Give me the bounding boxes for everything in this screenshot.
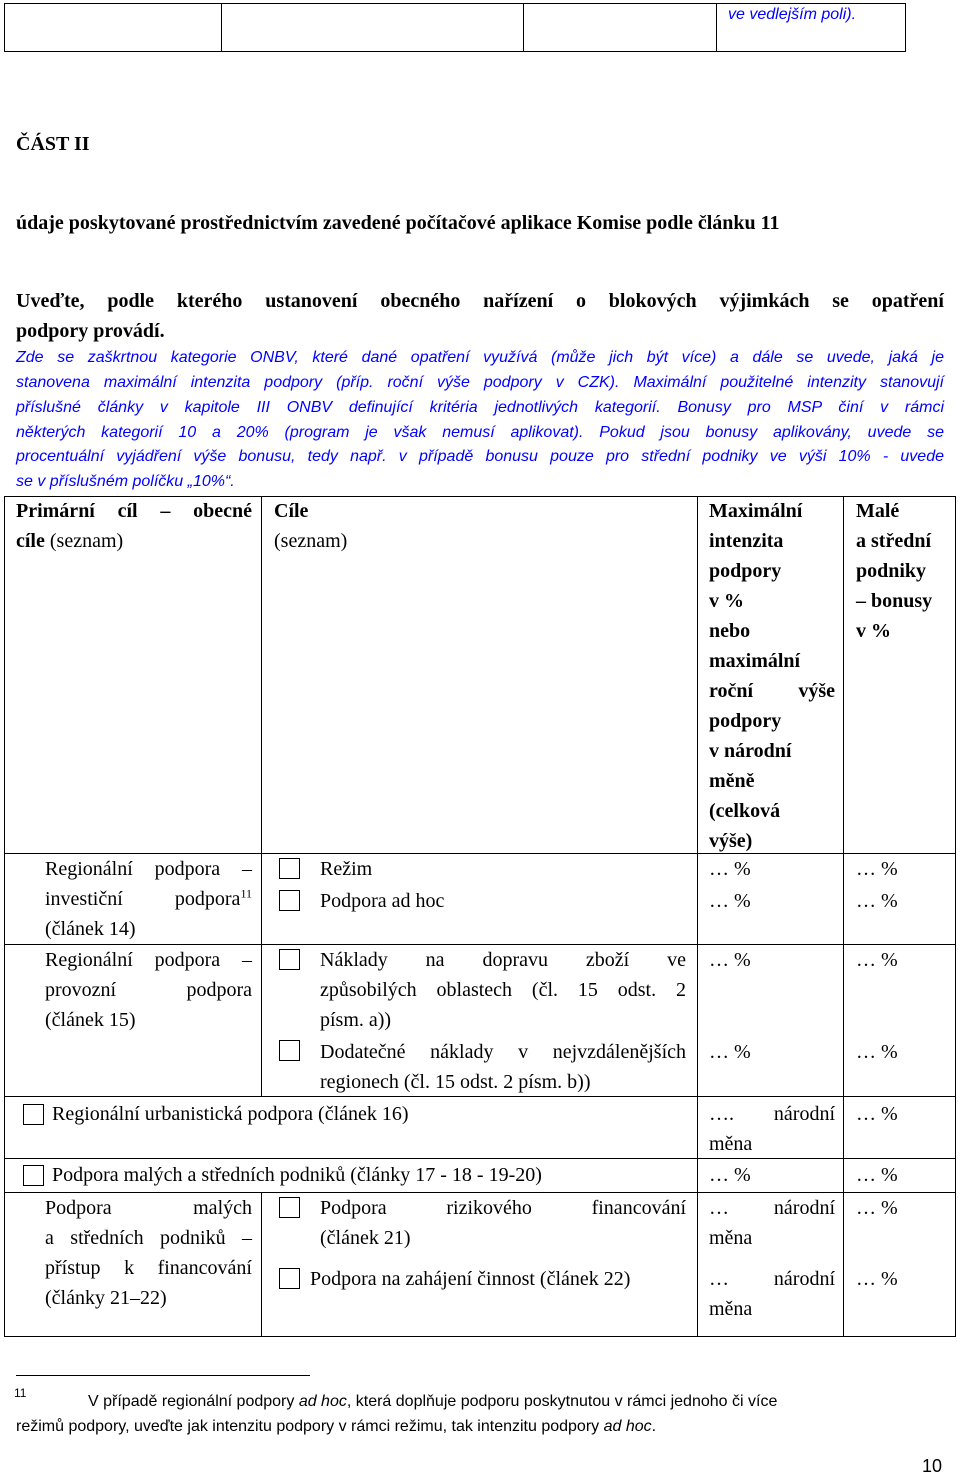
table-border xyxy=(4,1336,956,1337)
table-divider xyxy=(697,496,698,1337)
checkbox-ad-hoc[interactable] xyxy=(279,890,300,911)
header-max-intensity: Maximální intenzita podpory v % nebo maximální roční výše podpory v národní měně (celková výše) xyxy=(709,500,835,852)
start-up-label: Podpora na zahájení činnost (článek 22) xyxy=(310,1268,631,1290)
urban-aid-bonus: … % xyxy=(856,1103,898,1125)
checkbox-start-up[interactable] xyxy=(279,1268,300,1289)
table-divider xyxy=(261,496,262,1096)
risk-finance-max: … národní měna xyxy=(709,1197,835,1249)
footnote-ref: 11 xyxy=(240,886,252,901)
header-goals: Cíle xyxy=(274,500,309,522)
outermost-costs-bonus: … % xyxy=(856,1041,898,1063)
top-table-border-top xyxy=(4,3,906,4)
checkbox-transport-costs[interactable] xyxy=(279,949,300,970)
checkbox-risk-finance[interactable] xyxy=(279,1197,300,1218)
sme-support-label: Podpora malých a středních podniků (články 17 - 18 - 19-20) xyxy=(52,1164,542,1186)
header-sme-bonus: Malé a střední podniky – bonusy v % xyxy=(856,500,933,642)
regional-operating-label: Regionální podpora – provozní podpora (článek 15) xyxy=(45,949,252,1031)
checkbox-rezim[interactable] xyxy=(279,858,300,879)
footnote-separator xyxy=(16,1375,310,1376)
footnote-line-1: V případě regionální podpory ad hoc, která doplňuje podporu poskytnutou v rámci jednoho či více xyxy=(88,1393,778,1410)
section-subtitle: údaje poskytované prostřednictvím zavedené počítačové aplikace Komise podle článku 11 xyxy=(16,212,780,234)
header-primary-goal: Primární cíl – obecné xyxy=(16,500,252,522)
instruction-line: příslušné články v kapitole III ONBV definující kritéria jednotlivých kategorií. Bonusy pro MSP činí v rámci xyxy=(16,399,944,416)
top-table-divider xyxy=(4,3,5,52)
instruction-line: Zde se zaškrtnou kategorie ONBV, které dané opatření využívá (může jich být více) a dále se uvede, jaká je xyxy=(16,349,944,366)
question-line-2: podpory provádí. xyxy=(16,320,165,342)
section-title: ČÁST II xyxy=(16,133,90,155)
top-table-divider xyxy=(905,3,906,52)
instruction-line: stanovena maximální intenzita podpory (příp. roční výše podpory v CZK). Maximální použitelné intenzity stanovují xyxy=(16,374,944,391)
header-primary-goal-2: cíle (seznam) xyxy=(16,530,124,552)
checkbox-urban-aid[interactable] xyxy=(23,1104,44,1125)
table-divider xyxy=(261,1192,262,1337)
header-goals-list: (seznam) xyxy=(274,530,348,552)
top-table-cell-text: ve vedlejším poli). xyxy=(728,6,857,23)
top-table-border-bottom xyxy=(4,51,906,52)
top-table-divider xyxy=(221,3,222,52)
transport-costs-bonus: … % xyxy=(856,949,898,971)
instruction-line: některých kategorií 10 a 20% (program je však nemusí aplikovat). Pokud jsou bonusy aplikovány, uvede se xyxy=(16,424,944,441)
outermost-costs-label: Dodatečné náklady v nejvzdálenějších regionech (čl. 15 odst. 2 písm. b)) xyxy=(320,1041,686,1093)
question-line-1: Uveďte, podle kterého ustanovení obecného nařízení o blokových výjimkách se opatření xyxy=(16,290,944,312)
start-up-max: … národní měna xyxy=(709,1268,835,1320)
rezim-bonus: … % xyxy=(856,858,898,880)
ad-hoc-bonus: … % xyxy=(856,890,898,912)
risk-finance-bonus: … % xyxy=(856,1197,898,1219)
urban-aid-label: Regionální urbanistická podpora (článek 16) xyxy=(52,1103,409,1125)
outermost-costs-max: … % xyxy=(709,1041,751,1063)
instruction-line: procentuální vyjádření výše bonusu, tedy např. v případě bonusu pouze pro střední podniky ve výši 10% - uvede xyxy=(16,448,944,465)
urban-aid-max: …. národní měna xyxy=(709,1103,835,1155)
start-up-bonus: … % xyxy=(856,1268,898,1290)
top-table-divider xyxy=(716,3,717,52)
risk-finance-label: Podpora rizikového financování (článek 21) xyxy=(320,1197,686,1249)
sme-support-max: … % xyxy=(709,1164,751,1186)
regional-investment-label: Regionální podpora – investiční podpora$^{11}$ (článek 14) xyxy=(45,858,252,940)
transport-costs-max: … % xyxy=(709,949,751,971)
rezim-label: Režim xyxy=(320,858,373,880)
sme-support-bonus: … % xyxy=(856,1164,898,1186)
table-border xyxy=(955,496,956,1337)
rezim-max: … % xyxy=(709,858,751,880)
ad-hoc-max: … % xyxy=(709,890,751,912)
top-table-divider xyxy=(523,3,524,52)
footnote-line-2: režimů podpory, uveďte jak intenzitu podpory v rámci režimu, tak intenzitu podpory ad hoc. xyxy=(16,1418,657,1435)
table-border xyxy=(4,496,5,1337)
checkbox-outermost-costs[interactable] xyxy=(279,1040,300,1061)
page-number: 10 xyxy=(922,1456,943,1476)
transport-costs-label: Náklady na dopravu zboží ve způsobilých oblastech (čl. 15 odst. 2 písm. a)) xyxy=(320,949,686,1031)
sme-finance-label: Podpora malých a středních podniků – přístup k financování (články 21–22) xyxy=(45,1197,252,1309)
instruction-line: se v příslušném políčku „10%“. xyxy=(16,473,235,490)
ad-hoc-label: Podpora ad hoc xyxy=(320,890,445,912)
footnote-number: 11 xyxy=(14,1386,27,1400)
checkbox-sme-support[interactable] xyxy=(23,1165,44,1186)
table-divider xyxy=(843,496,844,1337)
